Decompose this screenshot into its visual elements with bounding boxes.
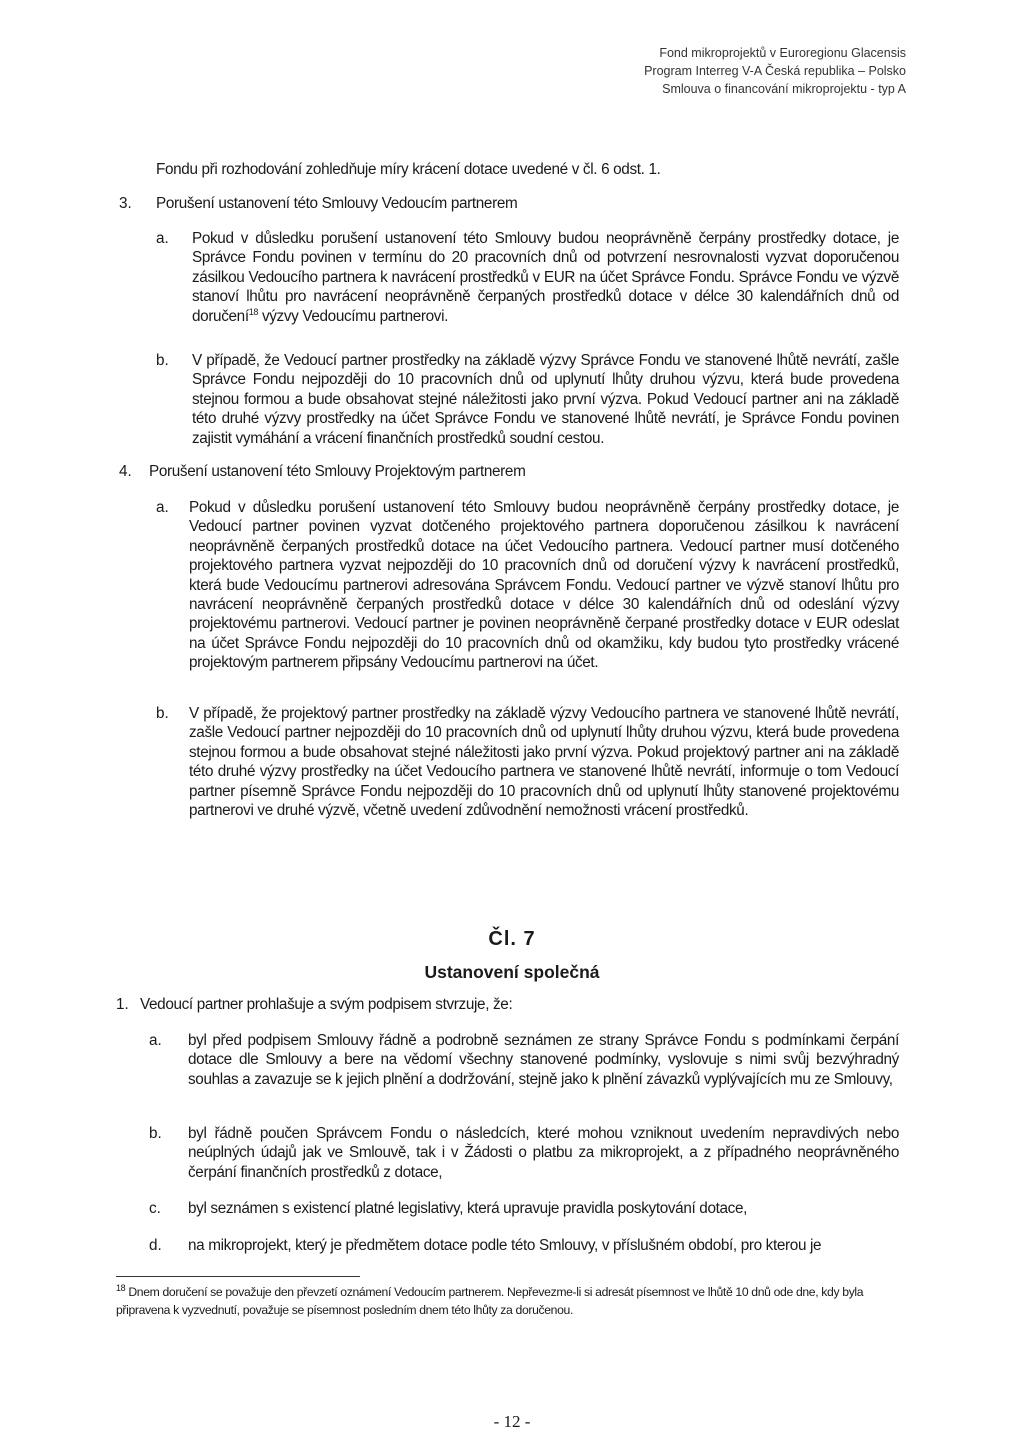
item-1d-text: na mikroprojekt, který je předmětem dotace podle této Smlouvy, v příslušném období, pro kterou je xyxy=(188,1237,822,1254)
section-4a-label: a. xyxy=(156,499,169,516)
section-3b-text: V případě, že Vedoucí partner prostředky na základě výzvy Správce Fondu ve stanovené lhůtě nevrátí, zašle Správce Fondu nejpozději do 10 pracovních dnů od uplynutí lhůty druhou výzvu, která bude provedena stejnou formou a bude obsahovat stejné náležitosti jako první výzva. Pokud Vedoucí partner ani na základě této druhé výzvy prostředky na účet Správce Fondu ve stanovené lhůtě nevrátí, je Správce Fondu povinen zajistit vymáhání a vrácení finančních prostředků soudní cestou. xyxy=(192,352,899,447)
header-line-1: Fond mikroprojektů v Euroregionu Glacensis xyxy=(659,46,906,60)
section-3-title: Porušení ustanovení této Smlouvy Vedoucím partnerem xyxy=(156,195,518,212)
item-1-title: Vedoucí partner prohlašuje a svým podpisem stvrzuje, že: xyxy=(140,996,513,1013)
page-number: - 12 - xyxy=(493,1412,531,1431)
item-1b-text: byl řádně poučen Správcem Fondu o následcích, které mohou vzniknout uvedením nepravdivých nebo neúplných údajů jak ve Smlouvě, tak i v Žádosti o platbu za mikroprojekt, a z případného neoprávněného čerpání finančních prostředků z dotace, xyxy=(188,1125,899,1181)
header-line-3: Smlouva o financování mikroprojektu - typ A xyxy=(662,82,906,96)
section-4b-label: b. xyxy=(156,705,169,722)
item-1a-text: byl před podpisem Smlouvy řádně a podrobně seznámen ze strany Správce Fondu s podmínkami čerpání dotace dle Smlouvy a bere na vědomí všechny stanovené podmínky, vyslovuje s nimi svůj bezvýhradný souhlas a zavazuje se k jejich plnění a dodržování, stejně jako k plnění závazků vyplývajících mu ze Smlouvy, xyxy=(188,1032,899,1088)
item-1b-label: b. xyxy=(149,1125,162,1142)
footnote-separator xyxy=(116,1276,360,1277)
section-3a-body: Pokud v důsledku porušení ustanovení této Smlouvy budou neoprávněně čerpány prostředky dotace, je Správce Fondu povinen v termínu do 20 pracovních dnů od potvrzení nesrovnalosti vyzvat doporučenou zásilkou Vedoucího partnera k navrácení prostředků v EUR na účet Správce Fondu. Správce Fondu ve výzvě stanoví lhůtu pro navrácení neoprávněně čerpaných prostředků dotace v délce 30 kalendářních dnů od doručení xyxy=(192,230,899,325)
intro-paragraph: Fondu při rozhodování zohledňuje míry krácení dotace uvedené v čl. 6 odst. 1. xyxy=(156,161,661,178)
section-3a-body-end: výzvy Vedoucímu partnerovi. xyxy=(258,307,449,325)
footnote-text: Dnem doručení se považuje den převzetí oznámení Vedoucím partnerem. Nepřevezme-li si adresát písemnost ve lhůtě 10 dnů ode dne, kdy byla připravena k vyzvednutí, považuje se písemnost posledním dnem této lhůty za doručenou. xyxy=(116,1285,864,1317)
footnote-mark: 18 xyxy=(116,1282,126,1293)
section-3a-label: a. xyxy=(156,230,169,247)
footnote-ref-18: 18 xyxy=(248,306,259,317)
article-title: Ustanovení společná xyxy=(424,962,600,982)
document-header xyxy=(644,44,906,98)
section-4a-text: Pokud v důsledku porušení ustanovení této Smlouvy budou neoprávněně čerpány prostředky dotace, je Vedoucí partner povinen vyzvat dotčeného projektového partnera doporučenou zásilkou k navrácení neoprávněně čerpaných prostředků dotace na účet Vedoucího partnera. Vedoucí partner musí dotčeného projektového partnera vyzvat nejpozději do 10 pracovních dnů od doručení výzvy k navrácení prostředků, která bude Vedoucímu partnerovi adresována Správcem Fondu. Vedoucí partner ve výzvě stanoví lhůtu pro navrácení neoprávněně čerpaných prostředků dotace v délce 30 kalendářních dnů od odeslání výzvy projektovému partnerovi. Vedoucí partner je povinen neoprávněně čerpané prostředky dotace v EUR odeslat na účet Správce Fondu nejpozději do 10 pracovních dnů od okamžiku, kdy budou tyto prostředky vrácené projektovým partnerem připsány Vedoucímu partnerovi na účet. xyxy=(189,499,899,672)
section-3-number: 3. xyxy=(119,195,132,212)
section-3b-label: b. xyxy=(156,352,169,369)
footnote-18 xyxy=(116,1284,896,1319)
section-4b-text: V případě, že projektový partner prostředky na základě výzvy Vedoucího partnera ve stanovené lhůtě nevrátí, zašle Vedoucí partner nejpozději do 10 pracovních dnů od uplynutí lhůty druhou výzvu, která bude provedena stejnou formou a bude obsahovat stejné náležitosti jako první výzva. Pokud projektový partner ani na základě této druhé výzvy prostředky na účet Vedoucího partnera ve stanovené lhůtě nevrátí, informuje o tom Vedoucí partner písemně Správce Fondu nejpozději do 10 pracovních dnů od uplynutí lhůty stanovené projektovému partnerovi ve druhé výzvě, včetně uvedení zdůvodnění nemožnosti vrácení prostředků. xyxy=(189,705,899,820)
section-4-title: Porušení ustanovení této Smlouvy Projektovým partnerem xyxy=(149,463,526,480)
item-1c-label: c. xyxy=(149,1200,161,1217)
header-line-2: Program Interreg V-A Česká republika – Polsko xyxy=(644,64,906,78)
article-number: Čl. 7 xyxy=(488,928,536,950)
item-1a-label: a. xyxy=(149,1032,162,1049)
item-1-number: 1. xyxy=(116,996,129,1013)
item-1c-text: byl seznámen s existencí platné legislativy, která upravuje pravidla poskytování dotace, xyxy=(188,1200,748,1217)
section-3a-text xyxy=(192,229,899,326)
section-4-number: 4. xyxy=(119,463,132,480)
item-1d-label: d. xyxy=(149,1237,162,1254)
